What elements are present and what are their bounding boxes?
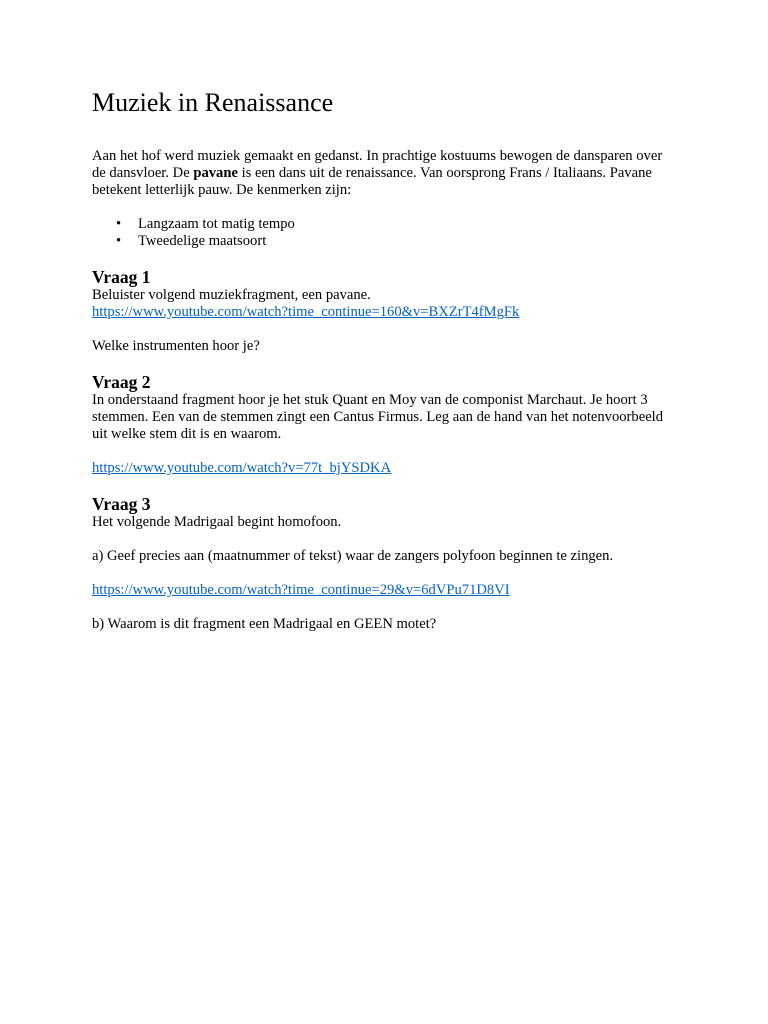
vraag1-text: Beluister volgend muziekfragment, een pavane. <box>92 287 371 303</box>
vraag2-section <box>92 372 676 477</box>
page-title: Muziek in Renaissance <box>92 88 334 117</box>
vraag1-youtube-link[interactable]: https://www.youtube.com/watch?time_continue=160&v=BXZrT4fMgFk <box>92 304 520 320</box>
list-item-text: Langzaam tot matig tempo <box>138 216 295 232</box>
intro-paragraph <box>92 148 676 199</box>
vraag3-text: Het volgende Madrigaal begint homofoon. <box>92 514 342 530</box>
bullet-icon: • <box>116 216 122 232</box>
vraag2-youtube-link[interactable]: https://www.youtube.com/watch?v=77t_bjYSDKA <box>92 460 392 476</box>
vraag1-question: Welke instrumenten hoor je? <box>92 338 260 354</box>
intro-text-part1: Aan het hof werd muziek gemaakt en gedanst. In prachtige kostuums bewogen de dansparen over de dansvloer. De <box>92 148 663 181</box>
vraag3-section <box>92 494 676 633</box>
vraag3-question-a: a) Geef precies aan (maatnummer of tekst) waar de zangers polyfoon beginnen te zingen. <box>92 548 614 564</box>
vraag3-youtube-link[interactable]: https://www.youtube.com/watch?time_continue=29&v=6dVPu71D8VI <box>92 582 510 598</box>
vraag3-heading: Vraag 3 <box>92 494 151 514</box>
vraag2-heading: Vraag 2 <box>92 372 151 392</box>
intro-bold-term: pavane <box>193 165 238 181</box>
list-item <box>116 233 676 250</box>
kenmerken-list <box>92 216 676 250</box>
vraag1-heading: Vraag 1 <box>92 267 151 287</box>
vraag2-text: In onderstaand fragment hoor je het stuk Quant en Moy van de componist Marchaut. Je hoort 3 stemmen. Een van de stemmen zingt een Cantus Firmus. Leg aan de hand van het notenvoorbeeld uit welke stem dit is en waarom. <box>92 392 664 442</box>
intro-text-part2: is een dans uit de renaissance. Van oorsprong Frans / Italiaans. Pavane betekent letterlijk pauw. De kenmerken zijn: <box>92 165 652 198</box>
vraag3-question-b: b) Waarom is dit fragment een Madrigaal en GEEN motet? <box>92 616 437 632</box>
list-item <box>116 216 676 233</box>
bullet-icon: • <box>116 233 122 249</box>
vraag1-section <box>92 267 676 355</box>
list-item-text: Tweedelige maatsoort <box>138 233 267 249</box>
